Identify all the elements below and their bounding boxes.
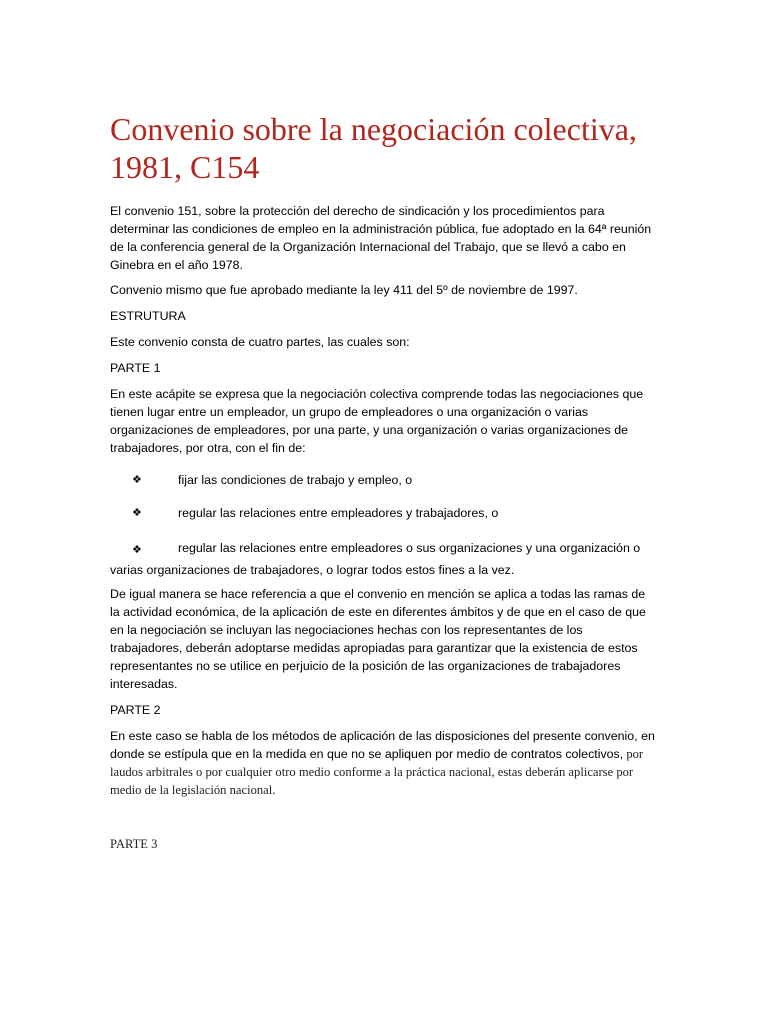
list-item xyxy=(110,537,658,581)
list-item xyxy=(110,471,658,489)
diamond-bullet-icon: ❖ xyxy=(132,507,142,519)
part1-paragraph: En este acápite se expresa que la negociación colectiva comprende todas las negociaciones que tienen lugar entre un empleador, un grupo de empleadores o una organización o varias organizaciones de empleadores, por una parte, y una organización o varias organizaciones de trabajadores, por otra, con el fin de: xyxy=(110,387,644,455)
bullet-list xyxy=(110,471,658,581)
structure-heading: ESTRUTURA xyxy=(110,309,186,323)
part2-text-serif: por laudos arbitrales o por cualquier otro medio conforme a la práctica nacional, estas deberán aplicarse por medio de la legislación nacional. xyxy=(110,747,644,797)
part3-heading: PARTE 3 xyxy=(110,837,158,851)
list-item-text: regular las relaciones entre empleadores y trabajadores, o xyxy=(178,506,499,520)
approval-paragraph: Convenio mismo que fue aprobado mediante la ley 411 del 5º de noviembre de 1997. xyxy=(110,283,578,297)
structure-paragraph: Este convenio consta de cuatro partes, las cuales son: xyxy=(110,335,410,349)
diamond-bullet-icon: ❖ xyxy=(132,544,142,556)
intro-paragraph: El convenio 151, sobre la protección del derecho de sindicación y los procedimientos para determinar las condiciones de empleo en la administración pública, fue adoptado en la 64ª reunión de la conferencia general de la Organización Internacional del Trabajo, que se llevó a cabo en Ginebra en el año 1978. xyxy=(110,204,652,272)
list-item-text: fijar las condiciones de trabajo y empleo, o xyxy=(178,473,413,487)
part2-paragraph xyxy=(110,727,658,799)
list-item xyxy=(110,504,658,522)
list-item-text: regular las relaciones entre empleadores o sus organizaciones y una organización o varias organizaciones de trabajadores, o lograr todos estos fines a la vez. xyxy=(110,541,641,577)
document-body xyxy=(110,110,658,853)
part2-heading: PARTE 2 xyxy=(110,703,161,717)
document-title: Convenio sobre la negociación colectiva, 1981, C154 xyxy=(110,111,637,185)
part1-heading: PARTE 1 xyxy=(110,361,161,375)
scope-paragraph: De igual manera se hace referencia a que el convenio en mención se aplica a todas las ramas de la actividad económica, de la aplicación de este en diferentes ámbitos y de que en el caso de que en la negociación se incluyan las negociaciones hechas con los representantes de los trabajadores, deberán adoptarse medidas apropiadas para garantizar que la existencia de estos representantes no se utilice en perjuicio de la posición de las organizaciones de trabajadores interesadas. xyxy=(110,587,646,691)
diamond-bullet-icon: ❖ xyxy=(132,474,142,486)
part2-text-sans: En este caso se habla de los métodos de aplicación de las disposiciones del presente convenio, en donde se estípula que en la medida en que no se apliquen por medio de contratos colectivos, xyxy=(110,729,655,761)
